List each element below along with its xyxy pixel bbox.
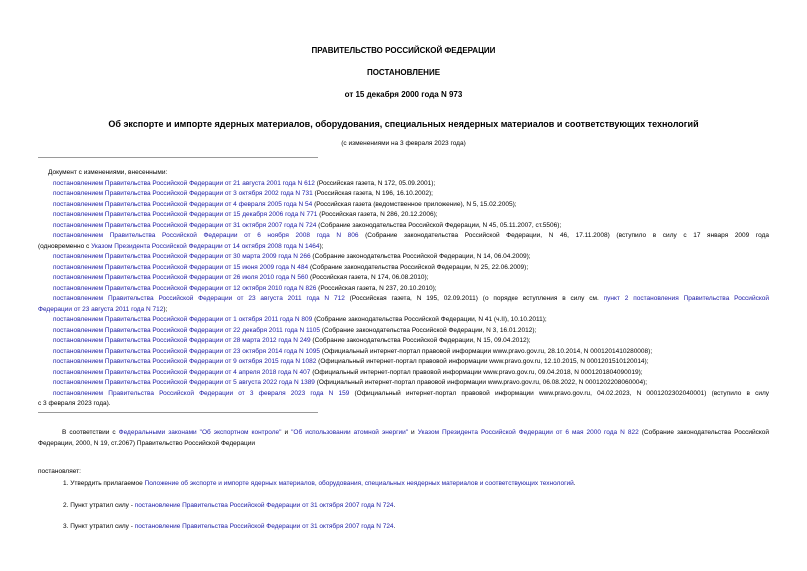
government-heading: ПРАВИТЕЛЬСТВО РОССИЙСКОЙ ФЕДЕРАЦИИ [311, 46, 496, 55]
amendment-link[interactable]: постановлением Правительства Российской Федерации от 28 марта 2012 года N 249 [53, 337, 311, 344]
amendment-source: (Официальный интернет-портал правовой информации www.pravo.gov.ru, 04.02.2023, N 0001202302040001) (вступило в силу [349, 389, 769, 397]
change-item [38, 357, 769, 368]
amendment-link[interactable]: постановлением Правительства Российской Федерации от 15 декабря 2006 года N 771 [53, 211, 318, 218]
point-1-end: . [573, 480, 576, 487]
amendment-link[interactable]: постановлением Правительства Российской Федерации от 12 октября 2010 года N 826 [53, 284, 317, 292]
point-1-text: 1. Утвердить прилагаемое [63, 480, 145, 487]
amendment-link[interactable]: постановлением Правительства Российской Федерации от 6 ноября 2008 года N 806 [53, 232, 359, 239]
preamble-text-4: (Собрание законодательства Российской Федерации, 2000, N 19, ст.2067) Правительство Российской Федерации [38, 429, 769, 447]
amendment-source: (Российская газета, N 172, 05.09.2001); [314, 179, 436, 187]
amendment-link[interactable]: постановлением Правительства Российской Федерации от 3 февраля 2023 года N 159 [53, 389, 350, 397]
federal-laws-link[interactable]: Федеральными законами "Об экспортном контроле" [118, 429, 282, 436]
continuation-end: ); [319, 242, 324, 250]
amendment-source: (Официальный интернет-портал правовой информации www.pravo.gov.ru, 09.04.2018, N 0001201804090019); [310, 368, 643, 376]
amendment-source: (Собрание законодательства Российской Федерации, N 46, 17.11.2008) (вступило в силу с 17 января 2009 года [358, 232, 770, 239]
amendment-link[interactable]: постановлением Правительства Российской Федерации от 21 августа 2001 года N 612 [53, 179, 315, 187]
decree-word: постановляет: [38, 468, 81, 475]
document-title: Об экспорте и импорте ядерных материалов, оборудования, специальных неядерных материалов и соответствующих технологий [108, 119, 699, 129]
edition-note: (с изменениями на 3 февраля 2023 года) [341, 140, 466, 147]
change-item [38, 368, 769, 379]
change-item [38, 378, 769, 389]
amendment-link[interactable]: постановлением Правительства Российской Федерации от 4 апреля 2018 года N 407 [53, 368, 311, 376]
amendment-source: (Официальный интернет-портал правовой информации www.pravo.gov.ru, 06.08.2022, N 0001202208060004); [314, 379, 648, 386]
doc-type-heading: ПОСТАНОВЛЕНИЕ [366, 68, 441, 77]
change-item [38, 273, 769, 284]
change-item [38, 326, 769, 337]
change-item-continuation [38, 399, 769, 410]
amendment-link[interactable]: постановлением Правительства Российской Федерации от 30 марта 2009 года N 266 [53, 253, 311, 260]
change-item [38, 336, 769, 347]
bottom-divider [38, 412, 318, 413]
amendment-source: (Российская газета, N 286, 20.12.2006); [317, 211, 438, 218]
amendment-source: (Собрание законодательства Российской Федерации, N 3, 16.01.2012); [319, 326, 537, 334]
change-item-continuation [38, 305, 769, 316]
amendment-source: (Официальный интернет-портал правовой информации www.pravo.gov.ru, 12.10.2015, N 0001201510120014); [316, 358, 649, 365]
amendment-link[interactable]: постановлением Правительства Российской Федерации от 4 февраля 2005 года N 54 [53, 200, 313, 208]
amendment-link[interactable]: постановлением Правительства Российской Федерации от 23 августа 2011 года N 712 [53, 295, 345, 302]
point-2-end: . [393, 502, 396, 509]
point-3-link[interactable]: постановление Правительства Российской Федерации от 31 октября 2007 года N 724 [134, 523, 394, 530]
amendment-link[interactable]: постановлением Правительства Российской Федерации от 5 августа 2022 года N 1389 [53, 379, 315, 386]
amendment-source: (Собрание законодательства Российской Федерации, N 14, 06.04.2009); [310, 253, 531, 260]
continuation-text: с 3 февраля 2023 года). [38, 400, 111, 407]
change-item [38, 231, 769, 242]
amendment-source: (Российская газета, N 237, 20.10.2010); [316, 284, 437, 292]
change-item [38, 252, 769, 263]
continuation-end: ); [163, 305, 168, 313]
changes-list [38, 168, 769, 410]
continuation-link[interactable]: Федерации от 23 августа 2011 года N 712 [38, 305, 164, 313]
amendment-link[interactable]: постановлением Правительства Российской Федерации от 9 октября 2015 года N 1082 [53, 358, 317, 365]
effective-date-link[interactable]: пункт 2 постановления Правительства Российской [603, 295, 769, 302]
amendment-source: (Российская газета (ведомственное приложение), N 5, 15.02.2005); [312, 200, 517, 208]
amendment-source: (Собрание законодательства Российской Федерации, N 45, 05.11.2007, ст.5506); [316, 221, 562, 229]
change-item [38, 263, 769, 274]
point-3 [63, 522, 395, 533]
point-2-link[interactable]: постановление Правительства Российской Федерации от 31 октября 2007 года N 724 [134, 502, 394, 509]
continuation-link[interactable]: Указом Президента Российской Федерации от 14 октября 2008 года N 1464 [91, 242, 320, 250]
point-2-text: 2. Пункт утратил силу - [63, 502, 135, 509]
point-3-text: 3. Пункт утратил силу - [63, 523, 135, 530]
change-items [38, 179, 769, 410]
date-number-heading: от 15 декабря 2000 года N 973 [344, 90, 463, 99]
change-item [38, 284, 769, 295]
amendment-link[interactable]: постановлением Правительства Российской Федерации от 3 октября 2002 года N 731 [53, 190, 313, 197]
change-item [38, 294, 769, 305]
top-divider [38, 157, 318, 158]
amendment-link[interactable]: постановлением Правительства Российской Федерации от 23 октября 2014 года N 1095 [53, 347, 320, 355]
regulation-link[interactable]: Положение об экспорте и импорте ядерных материалов, оборудования, специальных неядерных материалов и соответствующих технологий [144, 480, 574, 487]
preamble-text-2: и [281, 429, 292, 436]
point-1 [63, 479, 576, 490]
change-item [38, 389, 769, 400]
change-item [38, 189, 769, 200]
amendment-source: (Официальный интернет-портал правовой информации www.pravo.gov.ru, 28.10.2014, N 0001201410280008); [319, 347, 653, 355]
continuation-text: (одновременно с [38, 242, 92, 250]
changes-intro: Документ с изменениями, внесенными: [48, 169, 168, 176]
amendment-link[interactable]: постановлением Правительства Российской Федерации от 31 октября 2007 года N 724 [53, 221, 317, 229]
amendment-source: (Собрание законодательства Российской Федерации, N 41 (ч.II), 10.10.2011); [312, 316, 547, 323]
point-3-end: . [393, 523, 396, 530]
amendment-source: (Собрание законодательства Российской Федерации, N 15, 09.04.2012); [310, 337, 531, 344]
amendment-source: (Российская газета, N 196, 16.10.2002); [312, 190, 433, 197]
preamble-paragraph [38, 427, 769, 449]
amendment-link[interactable]: постановлением Правительства Российской Федерации от 15 июня 2009 года N 484 [53, 263, 309, 271]
point-2 [63, 501, 395, 512]
change-item [38, 200, 769, 211]
amendment-link[interactable]: постановлением Правительства Российской Федерации от 26 июля 2010 года N 560 [53, 274, 309, 281]
atomic-energy-law-link[interactable]: "Об использовании атомной энергии" [291, 429, 409, 436]
amendment-link[interactable]: постановлением Правительства Российской Федерации от 1 октября 2011 года N 809 [53, 316, 313, 323]
change-item [38, 315, 769, 326]
preamble-text-3: и [408, 429, 418, 436]
amendment-source: (Собрание законодательства Российской Федерации, N 25, 22.06.2009); [308, 263, 529, 271]
change-item [38, 210, 769, 221]
change-item [38, 179, 769, 190]
change-item [38, 221, 769, 232]
presidential-decree-link[interactable]: Указом Президента Российской Федерации от 6 мая 2000 года N 822 [417, 429, 639, 436]
amendment-link[interactable]: постановлением Правительства Российской Федерации от 22 декабря 2011 года N 1105 [53, 326, 320, 334]
change-item-continuation [38, 242, 769, 253]
amendment-source: (Российская газета, N 195, 02.09.2011) (о порядке вступления в силу см. [344, 295, 604, 302]
preamble-text-1: В соответствии с [62, 429, 119, 436]
amendment-source: (Российская газета, N 174, 06.08.2010); [308, 274, 429, 281]
change-item [38, 347, 769, 358]
